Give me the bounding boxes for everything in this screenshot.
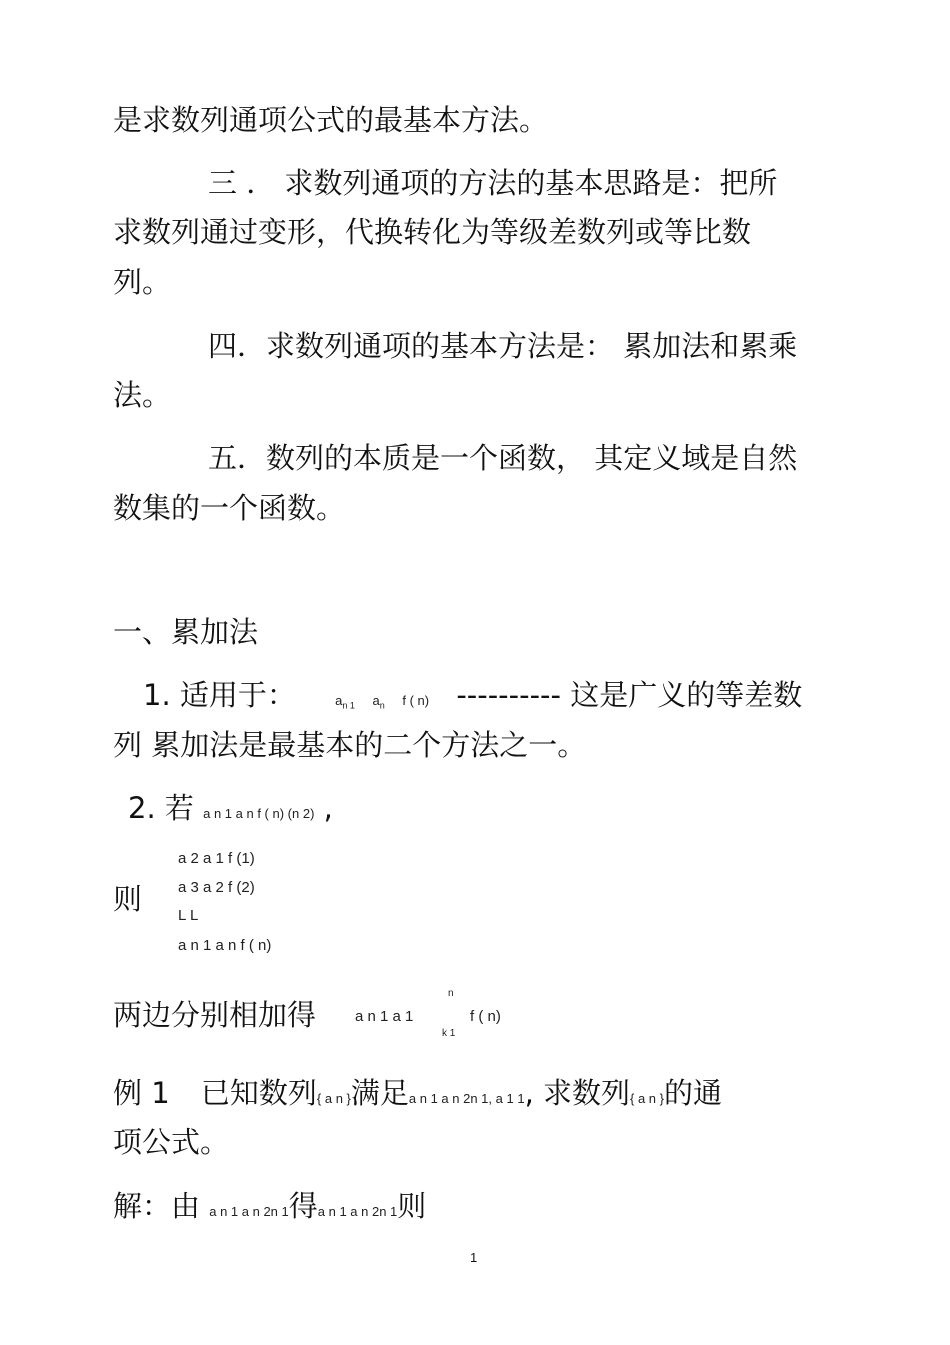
example-text2: 满足 <box>350 1076 409 1110</box>
solution-label: 解：由 <box>113 1189 201 1223</box>
example1-line2: 项公式。 <box>113 1125 230 1159</box>
system-row-3: L L <box>178 907 199 924</box>
p5-line1: 五．数列的本质是一个函数， 其定义域是自然 <box>208 441 798 475</box>
solution-line <box>113 1186 426 1232</box>
p3-line2: 求数列通过变形，代换转化为等级差数列或等比数 <box>113 215 752 249</box>
example-text3: , 求数列 <box>524 1076 630 1110</box>
example-cond: a n 1 a n 2n 1, a 1 1 <box>408 1091 525 1106</box>
solution-text2: 则 <box>397 1189 427 1223</box>
solution-f2: a n 1 a n 2n 1 <box>317 1204 398 1219</box>
item1-dashes: ---------- <box>456 678 561 712</box>
item1-text: 这是广义的等差数 <box>570 678 803 712</box>
example-label: 例 1 <box>113 1076 170 1110</box>
item1-formula: $a_{n 1}$ $a_n$ f ( n) <box>335 693 430 711</box>
item2-number: 2. <box>128 791 156 825</box>
example1-line1 <box>113 1073 722 1119</box>
system-row-2: a 3 a 2 f (2) <box>178 879 255 896</box>
p3-line1: 三 ． 求数列通项的方法的基本思路是：把所 <box>208 166 778 200</box>
item2-comma: , <box>323 791 333 825</box>
sum-lhs: a n 1 a 1 <box>355 1008 414 1025</box>
item2-label: 若 <box>164 791 194 825</box>
section-title: 一、累加法 <box>113 615 259 649</box>
system-row-4: a n 1 a n f ( n) <box>178 937 272 954</box>
solution-f1: a n 1 a n 2n 1 <box>209 1204 289 1219</box>
sum-bottom: k 1 <box>442 1028 456 1039</box>
p4-line1: 四．求数列通项的基本方法是： 累加法和累乘 <box>208 329 798 363</box>
p4-line2: 法。 <box>113 378 172 412</box>
example-text4: 的通 <box>663 1076 722 1110</box>
sum-label: 两边分别相加得 <box>113 998 317 1032</box>
item1-line2: 列 累加法是最基本的二个方法之一。 <box>113 728 587 762</box>
page-number: 1 <box>470 1250 478 1265</box>
system-row-1: a 2 a 1 f (1) <box>178 850 255 867</box>
sum-top: n <box>448 988 454 999</box>
example-seq: { a n } <box>316 1091 351 1106</box>
item2-line <box>128 788 333 834</box>
then-label: 则 <box>113 882 143 916</box>
sum-rhs: f ( n) <box>470 1008 501 1025</box>
p5-line2: 数集的一个函数。 <box>113 491 346 525</box>
solution-text1: 得 <box>288 1189 318 1223</box>
intro-end-text: 是求数列通项公式的最基本方法。 <box>113 103 549 137</box>
item1-label: 适用于： <box>179 678 296 712</box>
example-seq2: { a n } <box>630 1091 664 1106</box>
p3-line3: 列。 <box>113 265 172 299</box>
example-text1: 已知数列 <box>200 1076 317 1110</box>
item1-line1 <box>143 675 802 726</box>
item1-number: 1. <box>143 678 171 712</box>
item2-formula: a n 1 a n f ( n) (n 2) <box>203 806 315 821</box>
